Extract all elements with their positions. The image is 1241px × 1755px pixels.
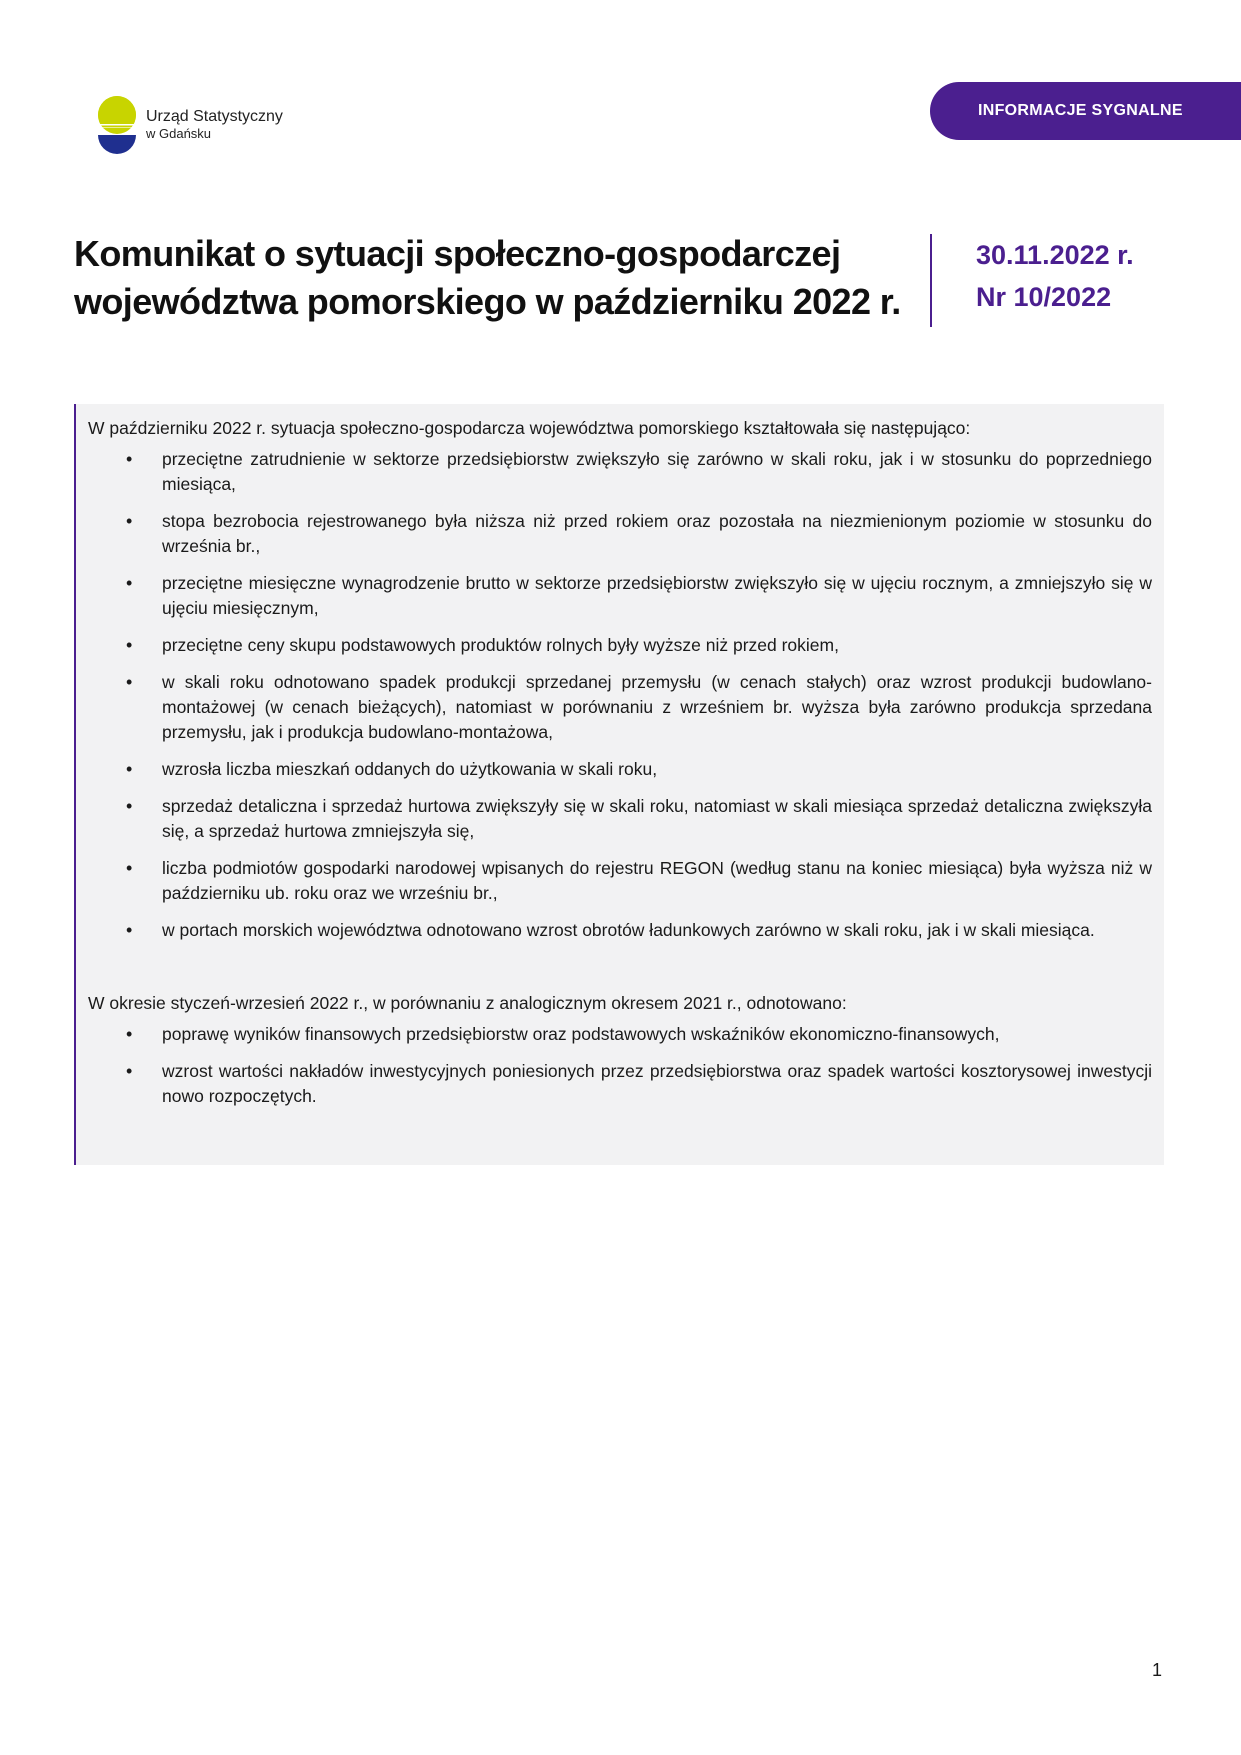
- list-item: • poprawę wyników finansowych przedsiębiorstw oraz podstawowych wskaźników ekonomiczno-finansowych,: [88, 1022, 1152, 1047]
- publication-number: Nr 10/2022: [976, 282, 1112, 312]
- bullet-icon: •: [126, 449, 133, 469]
- summary-intro: W październiku 2022 r. sytuacja społeczno-gospodarcza województwa pomorskiego kształtowała się następująco:: [88, 418, 971, 438]
- title-line-2: województwa pomorskiego w październiku 2022 r.: [74, 281, 901, 322]
- document-title: [74, 230, 904, 326]
- publication-type-badge: INFORMACJE SYGNALNE: [930, 82, 1241, 140]
- bullet-icon: •: [126, 672, 133, 692]
- bullet-icon: •: [126, 1024, 133, 1044]
- list-item: • w portach morskich województwa odnotowano wzrost obrotów ładunkowych zarówno w skali roku, jak i w skali miesiąca.: [88, 918, 1152, 943]
- bullet-icon: •: [126, 759, 133, 779]
- bullet-icon: •: [126, 511, 133, 531]
- logo-subtitle: w Gdańsku: [146, 125, 212, 141]
- vertical-divider: [930, 234, 932, 327]
- list-item: • stopa bezrobocia rejestrowanego była niższa niż przed rokiem oraz pozostała na niezmienionym poziomie w stosunku do września br.,: [126, 511, 1152, 556]
- summary-period-list: [88, 1022, 1152, 1109]
- bullet-icon: •: [126, 635, 133, 655]
- list-item: • wzrosła liczba mieszkań oddanych do użytkowania w skali roku,: [88, 757, 1152, 782]
- list-item: • wzrost wartości nakładów inwestycyjnych poniesionych przez przedsiębiorstwa oraz spadek wartości kosztorysowej inwestycji nowo rozpoczętych.: [126, 1061, 1152, 1106]
- list-item: • przeciętne zatrudnienie w sektorze przedsiębiorstw zwiększyło się zarówno w skali roku, jak i w stosunku do poprzedniego miesiąca,: [126, 449, 1152, 494]
- list-item: • w skali roku odnotowano spadek produkcji sprzedanej przemysłu (w cenach stałych) oraz wzrost produkcji budowlano-montażowej (w cenach bieżących), natomiast w porównaniu z wrześniem br. wyższa była zarówno produkcja sprzedana przemysłu, jak i produkcja budowlano-montażowa,: [126, 672, 1152, 742]
- bullet-icon: •: [126, 858, 133, 878]
- list-item: • sprzedaż detaliczna i sprzedaż hurtowa zwiększyły się w skali roku, natomiast w skali miesiąca sprzedaż detaliczna zwiększyła się, a sprzedaż hurtowa zmniejszyła się,: [126, 796, 1152, 841]
- page-number: 1: [1152, 1660, 1163, 1680]
- bullet-icon: •: [126, 573, 133, 593]
- bullet-icon: •: [126, 920, 133, 940]
- summary-box: [74, 404, 1164, 1165]
- list-item: • przeciętne ceny skupu podstawowych produktów rolnych były wyższe niż przed rokiem,: [88, 633, 1152, 658]
- summary-period-intro: W okresie styczeń-wrzesień 2022 r., w porównaniu z analogicznym okresem 2021 r., odnotowano:: [88, 993, 847, 1013]
- institution-logo: [96, 94, 283, 156]
- logo-title: Urząd Statystyczny: [146, 108, 283, 126]
- bullet-icon: •: [126, 796, 133, 816]
- title-line-1: Komunikat o sytuacji społeczno-gospodarczej: [74, 233, 841, 274]
- logo-icon: [96, 94, 138, 156]
- list-item: • przeciętne miesięczne wynagrodzenie brutto w sektorze przedsiębiorstw zwiększyło się w ujęciu rocznym, a zmniejszyło się w ujęciu miesięcznym,: [126, 573, 1152, 618]
- summary-list: [88, 447, 1152, 943]
- publication-date: 30.11.2022 r.: [976, 240, 1134, 270]
- list-item: • liczba podmiotów gospodarki narodowej wpisanych do rejestru REGON (według stanu na koniec miesiąca) była wyższa niż w październiku ub. roku oraz we wrześniu br.,: [126, 858, 1152, 903]
- bullet-icon: •: [126, 1061, 133, 1081]
- publication-meta: [976, 234, 1134, 318]
